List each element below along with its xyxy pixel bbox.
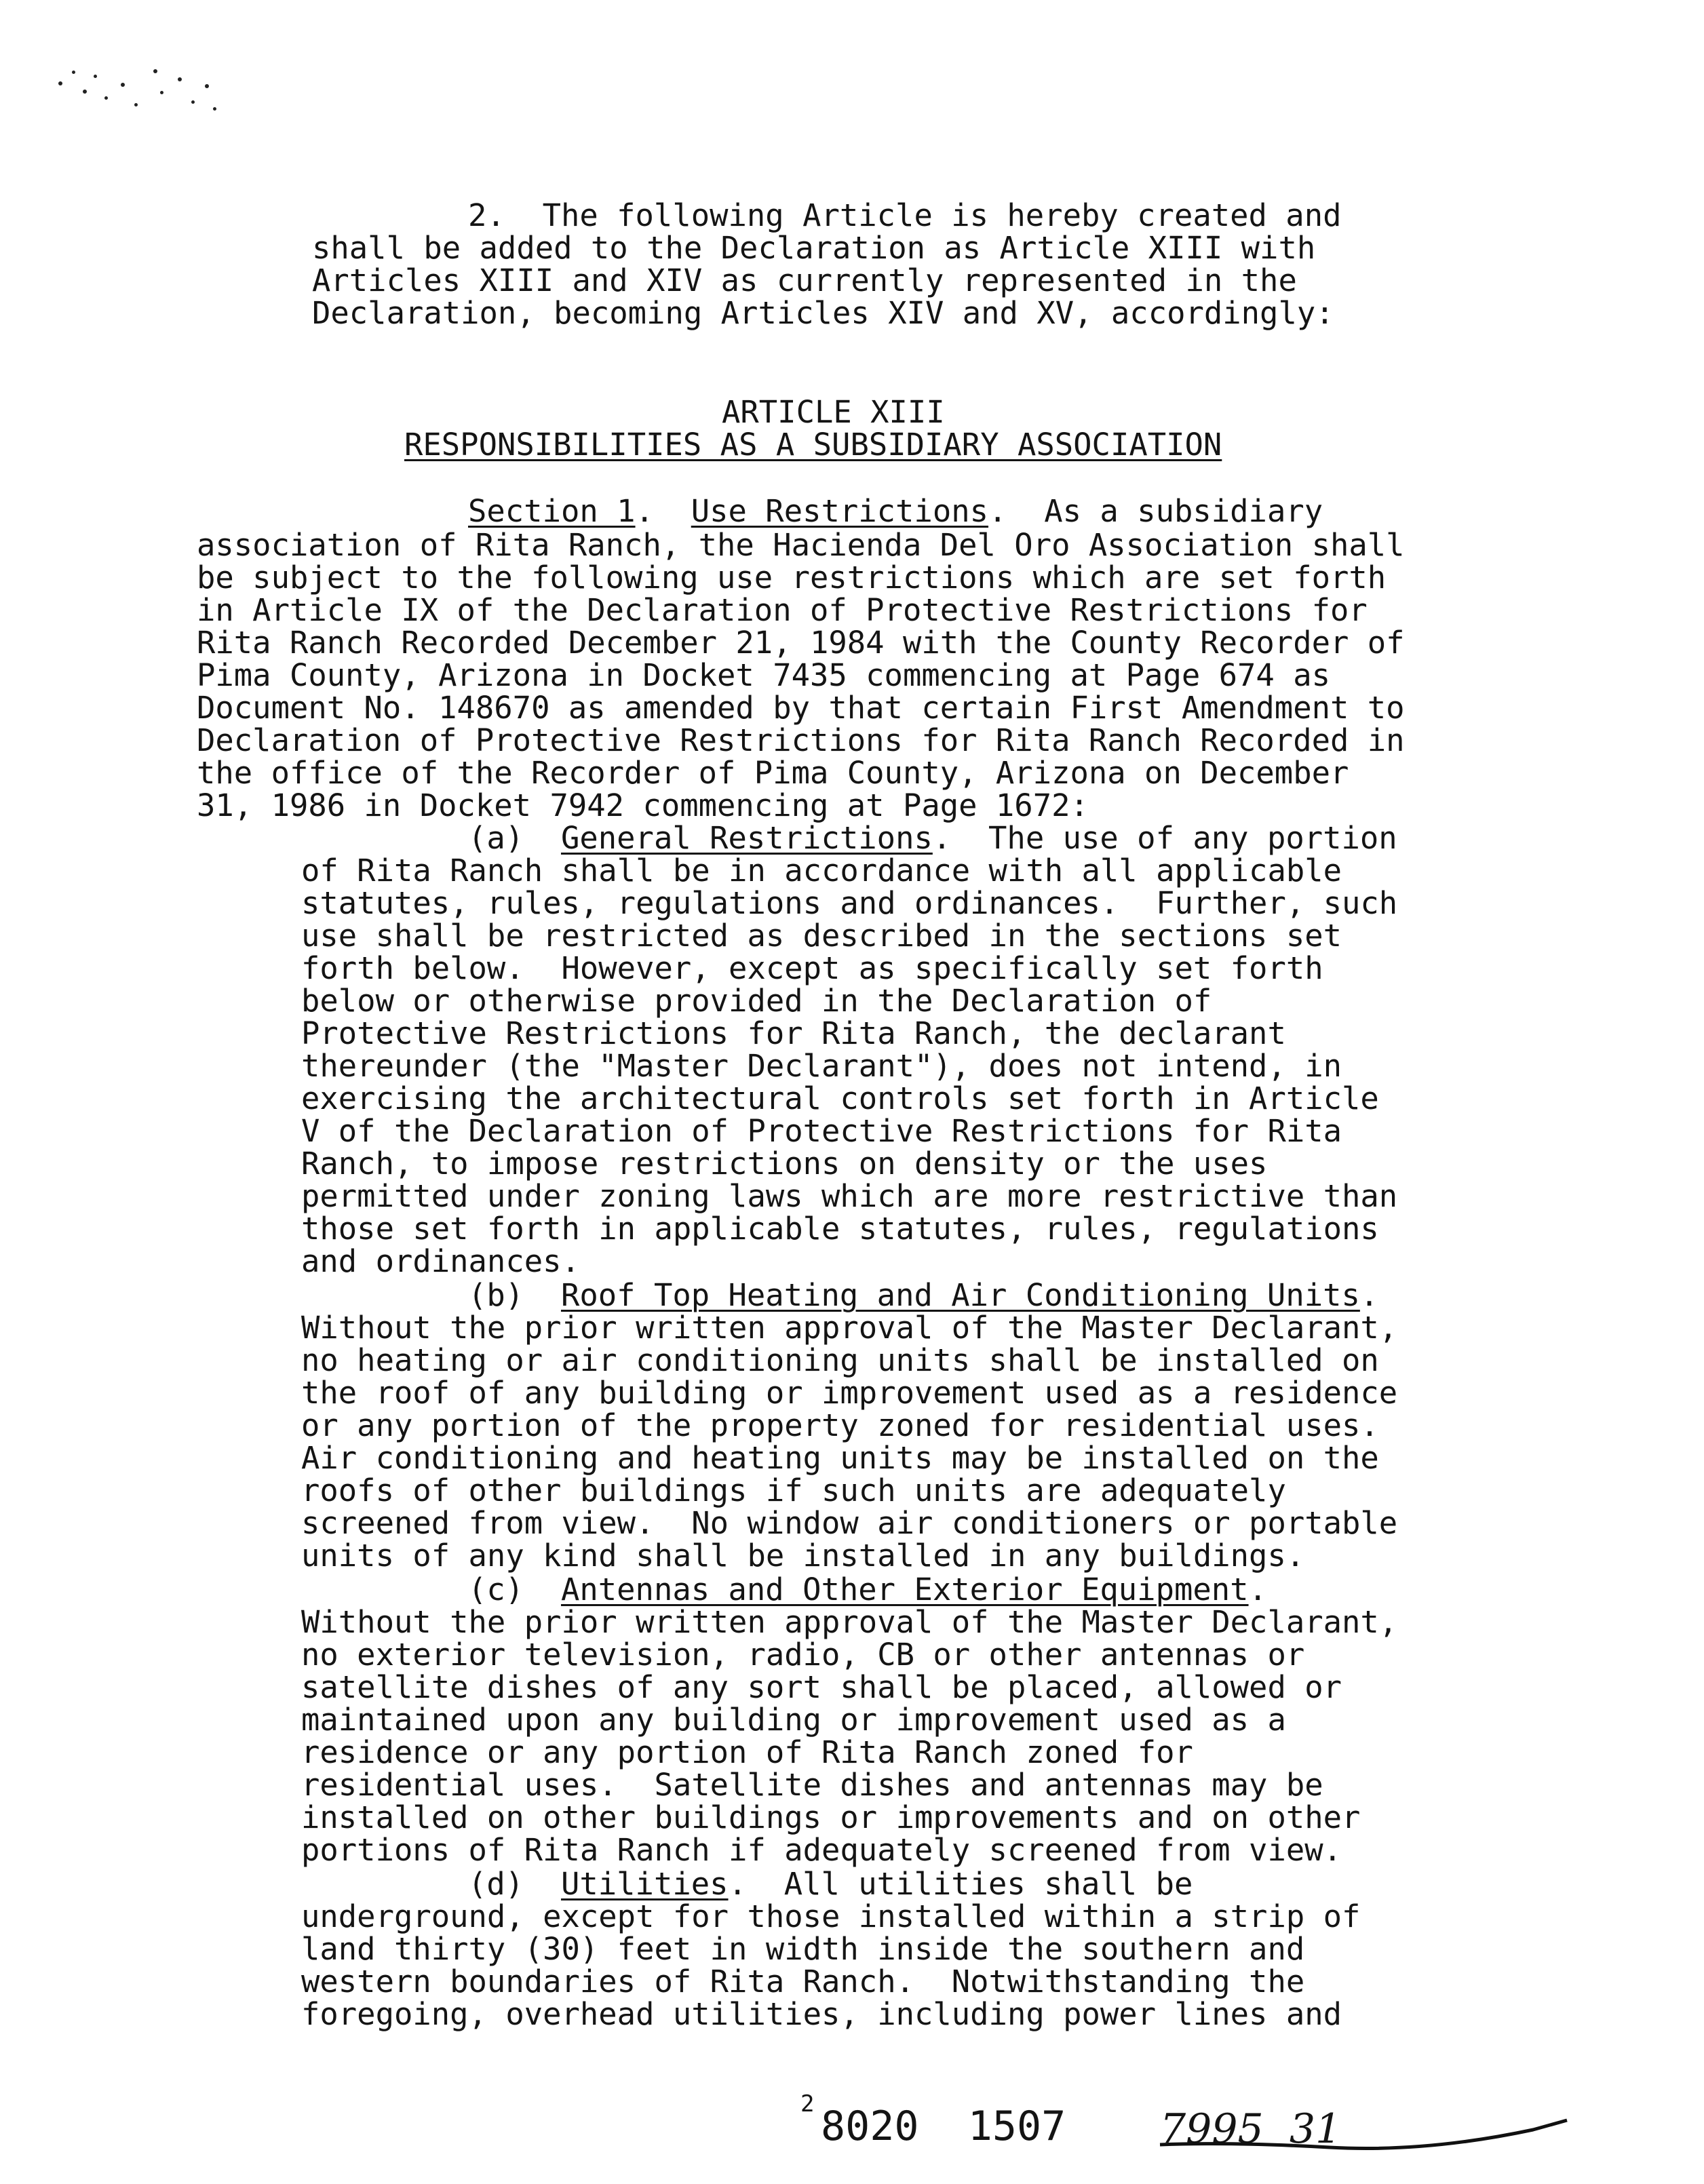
section-1-line: the office of the Recorder of Pima County, Arizona on December [197, 755, 1349, 791]
intro-line-3: Articles XIII and XIV as currently represented in the [312, 262, 1297, 298]
item-c-line: maintained upon any building or improvement used as a [301, 1702, 1286, 1738]
section-1-line: Document No. 148670 as amended by that certain First Amendment to [197, 690, 1405, 726]
item-b-heading: Roof Top Heating and Air Conditioning Units [560, 1277, 1360, 1313]
section-1-heading-line: Section 1. Use Restrictions. As a subsidiary [468, 493, 1323, 529]
section-1-line: 31, 1986 in Docket 7942 commencing at Page 1672: [197, 787, 1089, 823]
item-c-line: installed on other buildings or improvements and on other [301, 1799, 1361, 1835]
item-c-line: no exterior television, radio, CB or other antennas or [301, 1637, 1305, 1673]
item-a-heading-line [468, 822, 1397, 855]
item-a-line: and ordinances. [301, 1243, 580, 1279]
section-1-first-line-rest: As a subsidiary [1007, 493, 1323, 529]
item-a-line: use shall be restricted as described in the sections set [301, 918, 1342, 954]
item-b-line: Air conditioning and heating units may be installed on the [301, 1440, 1379, 1476]
section-1-line: in Article IX of the Declaration of Protective Restrictions for [197, 592, 1368, 628]
item-c-line: residence or any portion of Rita Ranch zoned for [301, 1734, 1193, 1770]
item-a-line: permitted under zoning laws which are more restrictive than [301, 1178, 1398, 1214]
intro-line-2: shall be added to the Declaration as Article XIII with [312, 230, 1316, 266]
item-d-line: underground, except for those installed within a strip of [301, 1898, 1361, 1934]
section-1-line: association of Rita Ranch, the Hacienda Del Oro Association shall [197, 527, 1405, 563]
item-b-line: Without the prior written approval of the Master Declarant, [301, 1310, 1398, 1346]
section-1-line: Pima County, Arizona in Docket 7435 commencing at Page 674 as [197, 657, 1330, 693]
item-a-line: below or otherwise provided in the Declaration of [301, 983, 1212, 1019]
item-d-line: land thirty (30) feet in width inside the southern and [301, 1931, 1305, 1967]
docket-number: 8020 1507 [821, 2103, 1066, 2150]
item-b-first-line-rest: . [1359, 1277, 1379, 1313]
article-number: ARTICLE XIII [722, 394, 945, 430]
item-a-line: V of the Declaration of Protective Restrictions for Rita [301, 1113, 1342, 1149]
item-a-line: forth below. However, except as specifically set forth [301, 950, 1323, 986]
item-a-line: of Rita Ranch shall be in accordance with all applicable [301, 853, 1342, 889]
item-d-heading-line [468, 1868, 1193, 1900]
item-c-label: (c) [468, 1572, 524, 1607]
item-a-line: statutes, rules, regulations and ordinances. Further, such [301, 885, 1398, 921]
item-a-line: those set forth in applicable statutes, rules, regulations [301, 1211, 1379, 1247]
item-b-line: roofs of other buildings if such units are adequately [301, 1473, 1286, 1508]
item-d-first-line-rest: . All utilities shall be [728, 1866, 1193, 1902]
page-number: 2 [800, 2090, 815, 2118]
item-b-label: (b) [468, 1277, 524, 1313]
section-1-heading: Use Restrictions [691, 493, 989, 529]
item-b-line: units of any kind shall be installed in any buildings. [301, 1538, 1305, 1574]
article-title: RESPONSIBILITIES AS A SUBSIDIARY ASSOCIATION [404, 427, 1222, 463]
item-b-line: no heating or air conditioning units shall be installed on [301, 1342, 1379, 1378]
item-c-line: portions of Rita Ranch if adequately screened from view. [301, 1832, 1342, 1868]
item-b-heading-line [468, 1279, 1378, 1312]
item-b-line: or any portion of the property zoned for residential uses. [301, 1407, 1379, 1443]
item-a-first-line-rest: . The use of any portion [932, 820, 1397, 856]
handwritten-note: 7995 31 [1160, 2105, 1342, 2153]
item-a-line: Ranch, to impose restrictions on density or the uses [301, 1146, 1268, 1182]
item-a-label: (a) [468, 820, 524, 856]
item-a-line: Protective Restrictions for Rita Ranch, the declarant [301, 1015, 1286, 1051]
item-b-line: the roof of any building or improvement used as a residence [301, 1375, 1398, 1411]
intro-line-4: Declaration, becoming Articles XIV and XV, accordingly: [312, 295, 1334, 331]
section-1-line: Rita Ranch Recorded December 21, 1984 with the County Recorder of [197, 625, 1405, 661]
item-c-line: Without the prior written approval of the Master Declarant, [301, 1604, 1398, 1640]
scan-specks [58, 62, 235, 123]
item-a-line: thereunder (the "Master Declarant"), does not intend, in [301, 1048, 1342, 1084]
item-c-line: residential uses. Satellite dishes and antennas may be [301, 1767, 1323, 1803]
handwritten-strike-line [1153, 2103, 1574, 2184]
item-d-label: (d) [468, 1866, 524, 1902]
section-1-line: be subject to the following use restrictions which are set forth [197, 560, 1387, 596]
intro-line-1: 2. The following Article is hereby created and [468, 197, 1342, 233]
item-d-line: western boundaries of Rita Ranch. Notwithstanding the [301, 1964, 1305, 2000]
item-c-heading-line [468, 1574, 1267, 1606]
section-1-line: Declaration of Protective Restrictions for Rita Ranch Recorded in [197, 722, 1405, 758]
item-c-first-line-rest: . [1248, 1572, 1267, 1607]
item-d-heading: Utilities [560, 1866, 729, 1902]
item-a-line: exercising the architectural controls set forth in Article [301, 1080, 1379, 1116]
item-d-line: foregoing, overhead utilities, including power lines and [301, 1996, 1342, 2032]
section-1-label: Section 1 [468, 493, 636, 529]
item-c-line: satellite dishes of any sort shall be placed, allowed or [301, 1669, 1342, 1705]
item-c-heading: Antennas and Other Exterior Equipment [560, 1572, 1249, 1607]
item-b-line: screened from view. No window air conditioners or portable [301, 1505, 1398, 1541]
item-a-heading: General Restrictions [560, 820, 933, 856]
